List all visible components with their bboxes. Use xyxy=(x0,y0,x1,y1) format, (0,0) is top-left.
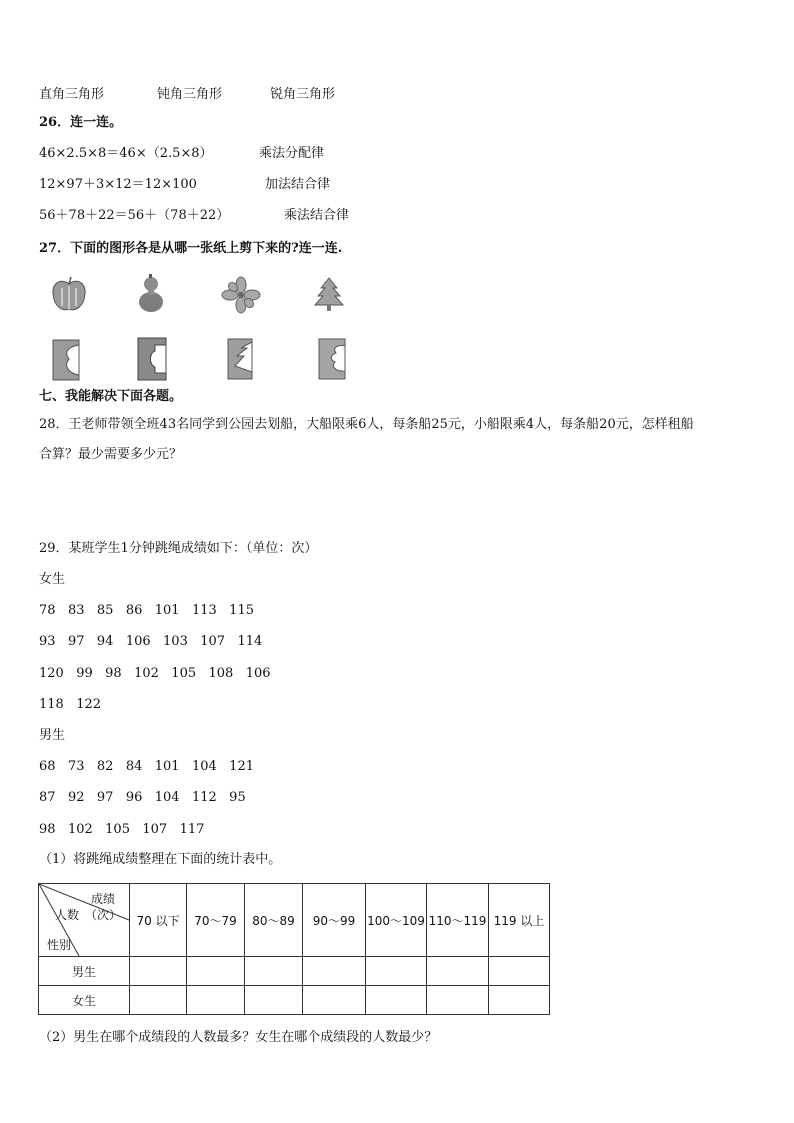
table-cell[interactable] xyxy=(427,986,489,1015)
question-26-title: 26．连一连。 xyxy=(39,115,123,130)
row-header: 男生 xyxy=(39,957,130,986)
table-cell[interactable] xyxy=(303,957,366,986)
table-cell[interactable] xyxy=(489,957,550,986)
table-cell[interactable] xyxy=(187,957,245,986)
folded-paper-c-icon xyxy=(227,338,253,380)
column-header: 80～89 xyxy=(245,884,303,957)
question-29-part-2: （2）男生在哪个成绩段的人数最多？女生在哪个成绩段的人数最少？ xyxy=(39,1030,438,1045)
boys-scores-row-3: 98 102 105 107 117 xyxy=(39,822,205,837)
gourd-shape-icon xyxy=(135,274,167,314)
triangle-type-right: 直角三角形 xyxy=(39,87,105,102)
apple-shape-icon xyxy=(50,276,88,314)
section-7-heading: 七、我能解决下面各题。 xyxy=(39,389,183,404)
folded-paper-b-icon xyxy=(137,337,167,381)
row-header: 女生 xyxy=(39,986,130,1015)
law-1: 乘法分配律 xyxy=(259,146,325,161)
column-header: 110～119 xyxy=(427,884,489,957)
table-cell[interactable] xyxy=(366,957,427,986)
question-28-line-2: 合算？最少需要多少元？ xyxy=(39,447,183,462)
column-header: 70 以下 xyxy=(130,884,187,957)
boys-scores-row-1: 68 73 82 84 101 104 121 xyxy=(39,759,254,774)
table-cell[interactable] xyxy=(187,986,245,1015)
table-cell[interactable] xyxy=(245,986,303,1015)
corner-unit-label: （次） xyxy=(85,908,122,922)
question-28-line-1: 28．王老师带领全班43名同学到公园去划船，大船限乘6人，每条船25元，小船限乘4人，每条船20元，怎样租船 xyxy=(39,417,694,432)
law-2: 加法结合律 xyxy=(265,177,331,192)
triangle-type-obtuse: 钝角三角形 xyxy=(157,87,223,102)
question-29-part-1: （1）将跳绳成绩整理在下面的统计表中。 xyxy=(39,852,282,867)
folded-paper-a-icon xyxy=(52,339,82,381)
table-cell[interactable] xyxy=(130,957,187,986)
column-header: 70～79 xyxy=(187,884,245,957)
score-statistics-table xyxy=(38,883,550,1015)
table-cell[interactable] xyxy=(489,986,550,1015)
corner-gender-label: 性别 xyxy=(47,938,72,952)
corner-score-label: 成绩 xyxy=(91,892,116,906)
table-cell[interactable] xyxy=(427,957,489,986)
girls-scores-row-4: 118 122 xyxy=(39,697,102,712)
question-29-title: 29．某班学生1分钟跳绳成绩如下：（单位：次） xyxy=(39,541,318,556)
table-cell[interactable] xyxy=(130,986,187,1015)
triangle-type-acute: 锐角三角形 xyxy=(270,87,336,102)
table-cell[interactable] xyxy=(366,986,427,1015)
boys-scores-row-2: 87 92 97 96 104 112 95 xyxy=(39,790,246,805)
table-cell[interactable] xyxy=(303,986,366,1015)
column-header: 90～99 xyxy=(303,884,366,957)
column-header: 119 以上 xyxy=(489,884,550,957)
flower-shape-icon xyxy=(221,276,261,314)
equation-1: 46×2.5×8＝46×（2.5×8） xyxy=(39,146,213,161)
question-27-title: 27．下面的图形各是从哪一张纸上剪下来的?连一连. xyxy=(39,241,343,256)
table-header-row xyxy=(39,884,550,957)
girls-label: 女生 xyxy=(39,572,66,587)
equation-3: 56＋78＋22＝56＋（78＋22） xyxy=(39,208,230,223)
girls-scores-row-2: 93 97 94 106 103 107 114 xyxy=(39,634,263,649)
table-cell[interactable] xyxy=(245,957,303,986)
law-3: 乘法结合律 xyxy=(284,208,350,223)
column-header: 100～109 xyxy=(366,884,427,957)
equation-2: 12×97＋3×12＝12×100 xyxy=(39,177,197,192)
boys-label: 男生 xyxy=(39,728,66,743)
corner-people-label: 人数 xyxy=(55,908,80,922)
table-row-boys xyxy=(39,957,550,986)
table-corner-cell xyxy=(39,884,130,957)
tree-shape-icon xyxy=(312,276,346,312)
girls-scores-row-3: 120 99 98 102 105 108 106 xyxy=(39,666,271,681)
girls-scores-row-1: 78 83 85 86 101 113 115 xyxy=(39,603,254,618)
table-row-girls xyxy=(39,986,550,1015)
folded-paper-d-icon xyxy=(318,338,346,380)
